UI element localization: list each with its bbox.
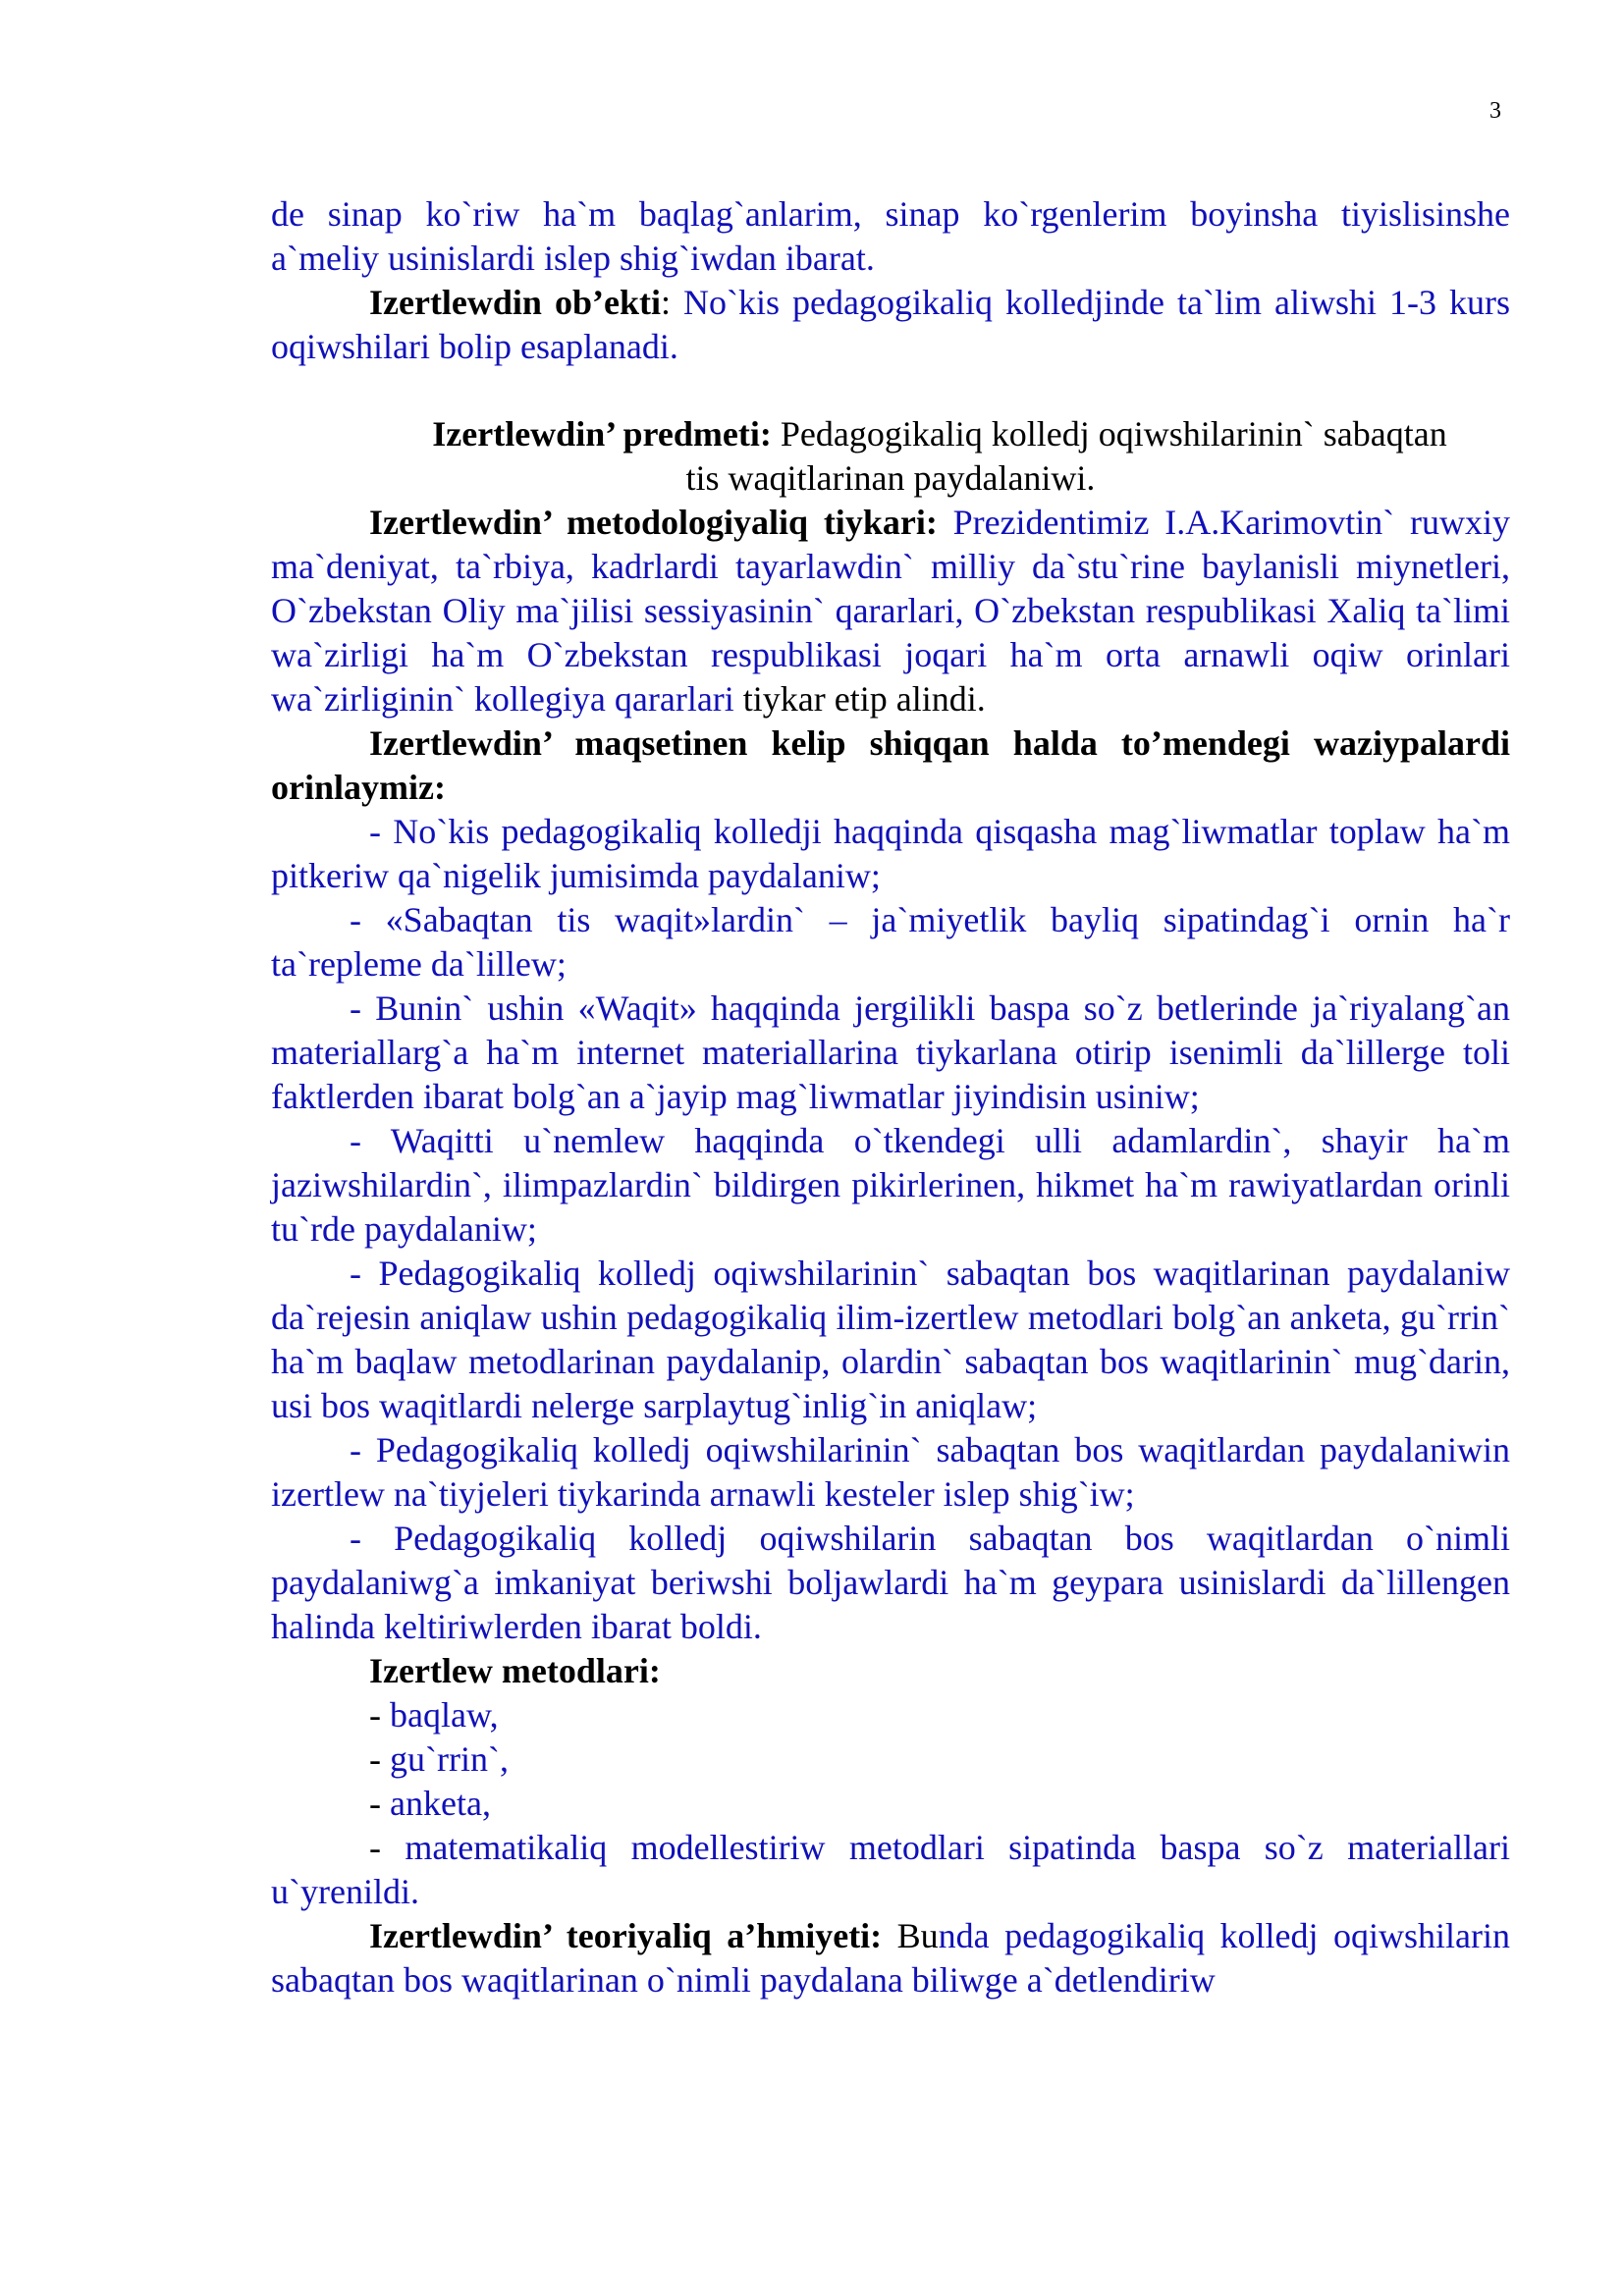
method-text: matematikaliq modellestiriw metodlari sipatinda baspa so`z materiallari u`yrenildi. [271, 1828, 1510, 1911]
methodology-label: Izertlewdin’ metodologiyaliq tiykari: [369, 503, 938, 542]
method-text: baqlaw, [390, 1695, 499, 1735]
task-item-7: - Pedagogikaliq kolledj oqiwshilarin sabaqtan bos waqitlardan o`nimli paydalaniwg`a imkaniyat beriwshi boljawlardi ha`m geypara usinislardi da`lillengen halinda keltiriwlerden ibarat boldi. [271, 1519, 1510, 1646]
paragraph-methodology [271, 501, 1510, 721]
task-item-3: - Bunin` ushin «Waqit» haqqinda jergilikli baspa so`z betlerinde ja`riyalang`an materiallarg`a ha`m internet materiallarina tiykarlana otirip isenimli da`lillerge toli faktlerden ibarat bolg`an a`jayip mag`liwmatlar jiyindisin usiniw; [271, 988, 1510, 1116]
method-dash: - [369, 1784, 390, 1823]
task-item-2: - «Sabaqtan tis waqit»lardin` – ja`miyetlik bayliq sipatindag`i ornin ha`r ta`repleme da`lillew; [271, 900, 1510, 984]
method-item-3 [271, 1782, 1510, 1826]
method-item-2 [271, 1737, 1510, 1782]
paragraph-theory [271, 1914, 1510, 2002]
method-dash: - [369, 1828, 406, 1867]
subject-label: Izertlewdin’ predmeti: [432, 414, 772, 454]
object-text: No`kis pedagogikaliq kolledjinde ta`lim aliwshi 1-3 kurs oqiwshilari bolip esaplanadi. [271, 283, 1510, 366]
task-item-4: - Waqitti u`nemlew haqqinda o`tkendegi ulli adamlardin`, shayir ha`m jaziwshilardin`, ilimpazlardin` bildirgen pikirlerinen, hikmet ha`m rawiyatlardan orinli tu`rde paydalaniw; [271, 1121, 1510, 1249]
paragraph-intro: de sinap ko`riw ha`m baqlag`anlarim, sinap ko`rgenlerim boyinsha tiyislisinshe a`meliy usinislardi islep shig`iwdan ibarat. [271, 194, 1510, 278]
paragraph-subject [271, 412, 1510, 456]
subject-text-2: tis waqitlarinan paydalaniwi. [685, 458, 1096, 498]
methods-heading-line [271, 1649, 1510, 1693]
task-item-1: - No`kis pedagogikaliq kolledji haqqinda qisqasha mag`liwmatlar toplaw ha`m pitkeriw qa`nigelik jumisimda paydalaniw; [271, 812, 1510, 895]
task-item-5: - Pedagogikaliq kolledj oqiwshilarinin` sabaqtan bos waqitlarinan paydalaniw da`rejesin aniqlaw ushin pedagogikaliq ilim-izertlew metodlari bolg`an anketa, gu`rrin` ha`m baqlaw metodlarinan paydalanip, olardin` sabaqtan bos waqitlarinin` mug`darin, usi bos waqitlardi nelerge sarplaytug`inlig`in aniqlaw; [271, 1254, 1510, 1425]
paragraph-goal-heading [271, 721, 1510, 810]
methodology-text: Prezidentimiz I.A.Karimovtin` ruwxiy ma`deniyat, ta`rbiya, kadrlardi tayarlawdin` milliy da`stu`rine baylanisli miynetleri, O`zbekstan Oliy ma`jilisi sessiyasinin` qararlari, O`zbekstan respublikasi Xaliq ta`limi wa`zirligi ha`m O`zbekstan respublikasi joqari ha`m orta arnawli oqiw orinlari wa`zirliginin` kollegiya qararlari [271, 503, 1510, 719]
method-text: anketa, [390, 1784, 491, 1823]
theory-label: Izertlewdin’ teoriyaliq a’hmiyeti: [369, 1916, 883, 1955]
goal-heading: Izertlewdin’ maqsetinen kelip shiqqan halda to’mendegi waziypalardi orinlaymiz: [271, 723, 1510, 807]
task-item-6: - Pedagogikaliq kolledj oqiwshilarinin` sabaqtan bos waqitlardan paydalaniwin izertlew na`tiyjeleri tiykarinda arnawli kesteler islep shig`iw; [271, 1430, 1510, 1514]
document-body [271, 192, 1510, 2002]
spacer [271, 369, 1510, 412]
page-number: 3 [1489, 98, 1501, 124]
theory-text-black: Bu [882, 1916, 939, 1955]
method-text: gu`rrin`, [390, 1739, 509, 1779]
method-dash: - [369, 1695, 390, 1735]
theory-text: nda pedagogikaliq kolledj oqiwshilarin sabaqtan bos waqitlarinan o`nimli paydalana biliwge a`detlendiriw [271, 1916, 1511, 2000]
methods-heading: Izertlew metodlari: [369, 1651, 661, 1690]
object-label: Izertlewdin ob’ekti [369, 283, 661, 322]
subject-text-1: Pedagogikaliq kolledj oqiwshilarinin` sabaqtan [771, 414, 1447, 454]
object-colon: : [660, 283, 671, 322]
paragraph-object [271, 281, 1510, 369]
method-item-4 [271, 1826, 1510, 1914]
method-item-1 [271, 1693, 1510, 1737]
method-dash: - [369, 1739, 390, 1779]
methodology-tail: tiykar etip alindi. [733, 679, 986, 719]
